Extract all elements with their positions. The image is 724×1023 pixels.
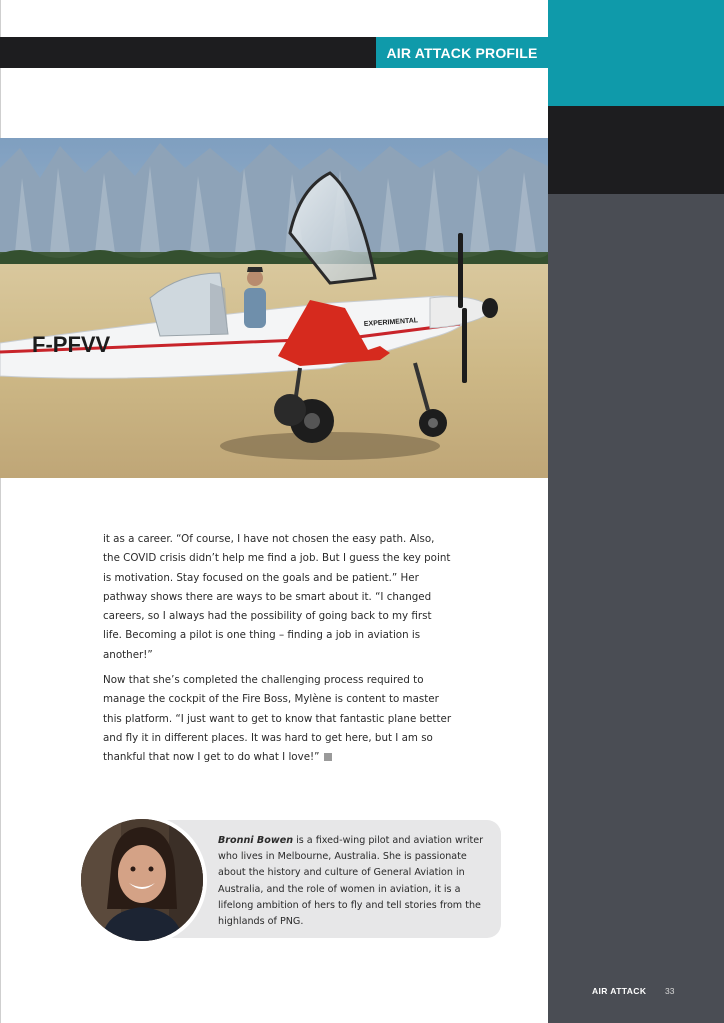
aircraft-photo — [0, 138, 548, 478]
side-accent-black — [548, 106, 724, 194]
side-accent-teal — [548, 0, 724, 106]
registration-text: F-PFVV — [32, 332, 111, 357]
author-bio-text — [218, 833, 488, 930]
article-paragraph: it as a career. “Of course, I have not chosen the easy path. Also, the COVID crisis didn’t help me find a job. But I guess the key point is motivation. Stay focused on the goals and be patient.” Her pathway shows there are ways to be smart about it. “I changed careers, so I always had the possibility of going back to my first life. Becoming a pilot is one thing – finding a job in aviation is another!” — [103, 533, 451, 661]
author-bio-description: is a fixed-wing pilot and aviation writer who lives in Melbourne, Australia. She is passionate about the history and culture of General Aviation in Australia, and the role of women in aviation, it is a lifelong ambition of hers to fly and tell stories from the highlands of PNG. — [218, 835, 484, 928]
side-panel-grey — [548, 194, 724, 1023]
section-label: AIR ATTACK PROFILE — [376, 37, 548, 68]
end-mark-icon — [324, 753, 332, 761]
article-body — [103, 530, 453, 774]
article-paragraph-text: Now that she’s completed the challenging process required to manage the cockpit of the Fire Boss, Mylène is content to master this platform. “I just want to get to know that fantastic plane better and fly it in different places. It was hard to get here, but I am so thankful that now I get to do what I love!” — [103, 674, 452, 764]
article-paragraph-last — [103, 671, 453, 767]
footer-brand: AIR ATTACK — [592, 986, 647, 996]
author-name: Bronni Bowen — [218, 835, 294, 846]
placard-text: EXPERIMENTAL — [363, 317, 419, 328]
author-avatar — [77, 815, 207, 945]
page-number: 33 — [665, 986, 675, 996]
